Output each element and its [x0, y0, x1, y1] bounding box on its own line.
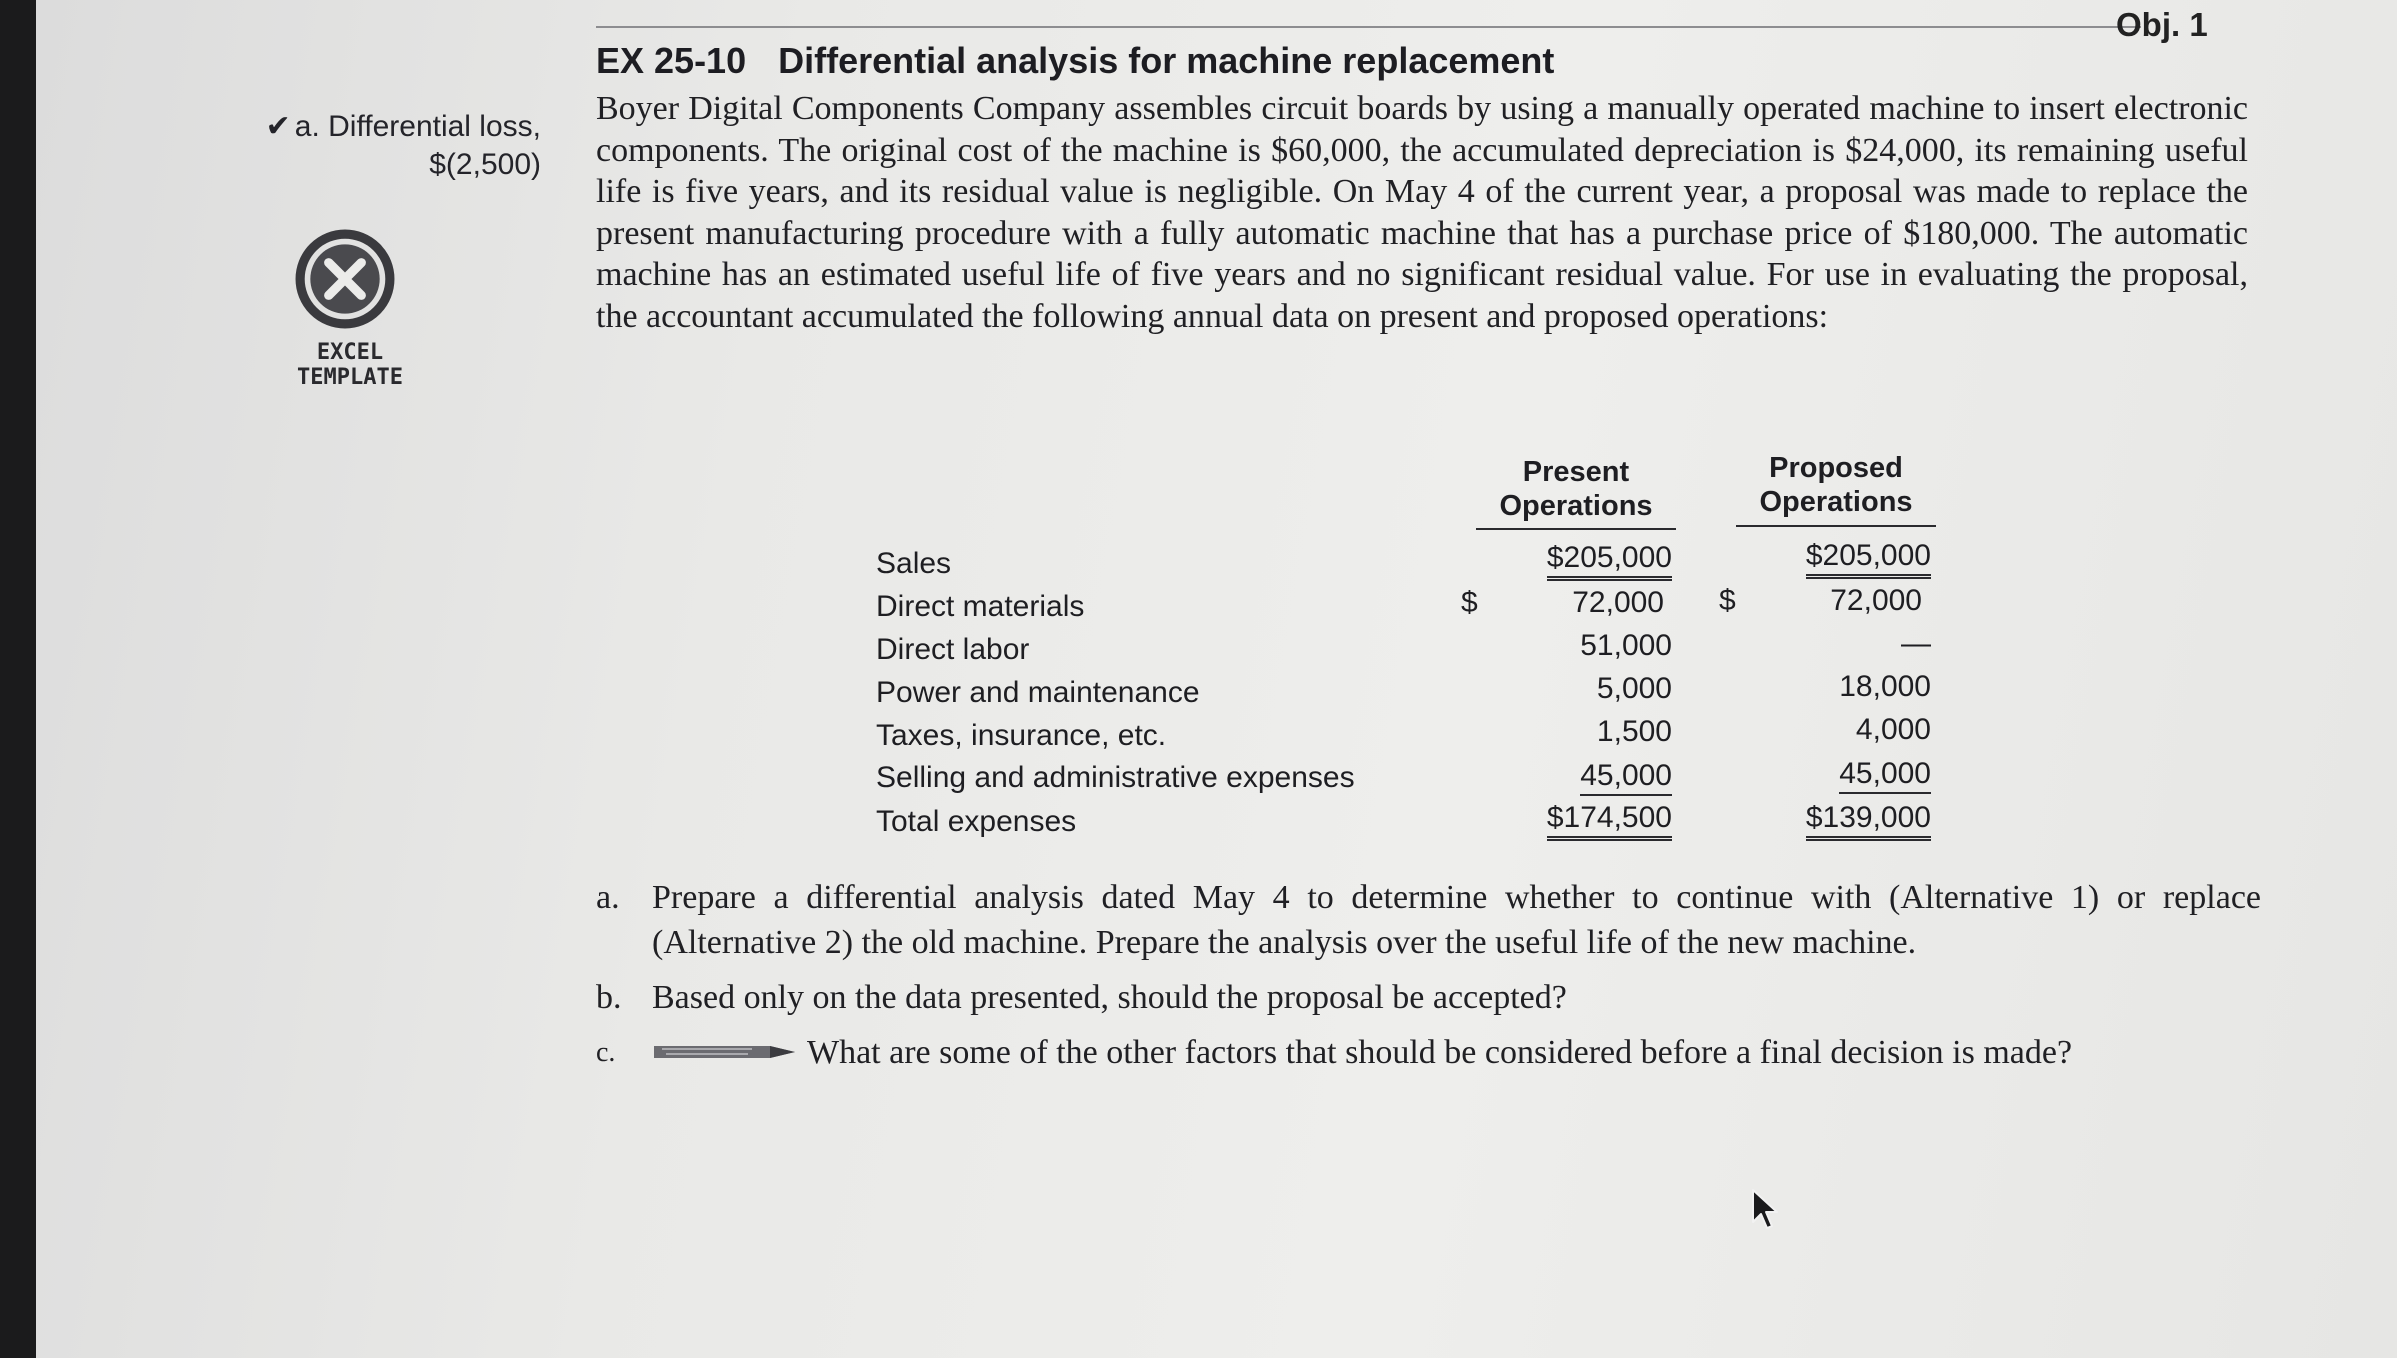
exercise-heading: Differential analysis for machine replacement — [778, 40, 1555, 81]
question-list — [596, 875, 2261, 1075]
table-row-power-maintenance: Power and maintenance 5,000 18,000 — [876, 670, 1931, 709]
present-operations-header: Present Operations — [1499, 456, 1653, 522]
exercise-intro-paragraph: Boyer Digital Components Company assembles circuit boards by using a manually operated machine to insert electronic components. The original cost of the machine is $60,000, the accumulated depreciation is $24,000, its remaining useful life is five years, and its residual value is negligible. On May 4 of the current year, a proposal was made to replace the present manufacturing procedure with a fully automatic machine that has a purchase price of $180,000. The automatic machine has an estimated useful life of five years and no significant residual value. For use in evaluating the proposal, the accountant accumulated the following annual data on present and proposed operations: — [596, 90, 2248, 335]
mouse-pointer-icon — [1750, 1188, 1780, 1234]
question-c: c. What are some of the other factors that should be considered before a final decision is made? — [596, 1034, 2073, 1071]
margin-answer-note — [186, 108, 541, 184]
check-mark-icon: ✔ — [265, 109, 291, 144]
table-row-total-expenses: Total expenses $174,500 $139,000 — [876, 805, 1926, 845]
textbook-page — [36, 0, 2397, 1358]
question-a: a. Prepare a differential analysis dated May 4 to determine whether to continue with (Alternative 1) or replace (Alternative 2) the old machine. Prepare the analysis over the useful life of the new machine. — [596, 879, 2261, 961]
proposed-header-rule — [1736, 525, 1936, 527]
question-b: b. Based only on the data presented, should the proposal be accepted? — [596, 979, 1567, 1016]
exercise-title — [596, 40, 1554, 82]
table-row-selling-admin: Selling and administrative expenses 45,000 45,000 — [876, 757, 1931, 794]
answer-line-1: ✔ a. Differential loss, — [265, 109, 541, 144]
present-header-rule — [1476, 528, 1676, 530]
ethics-pencil-icon — [652, 1042, 797, 1062]
excel-x-icon — [294, 228, 396, 330]
exercise-number: EX 25-10 — [596, 40, 747, 81]
table-row-sales: Sales $205,000 $205,000 — [876, 539, 1931, 580]
table-row-taxes-insurance: Taxes, insurance, etc. 1,500 4,000 — [876, 713, 1931, 752]
answer-line-2: $(2,500) — [429, 148, 541, 181]
header-rule — [596, 26, 2141, 28]
table-row-direct-labor: Direct labor 51,000 — — [876, 627, 1931, 666]
excel-template-label: EXCEL TEMPLATE — [297, 340, 403, 390]
objective-label: Obj. 1 — [2116, 6, 2208, 43]
proposed-operations-header: Proposed Operations — [1759, 452, 1913, 518]
table-row-direct-materials: Direct materials $ 72,000 $ 72,000 — [876, 584, 1922, 623]
